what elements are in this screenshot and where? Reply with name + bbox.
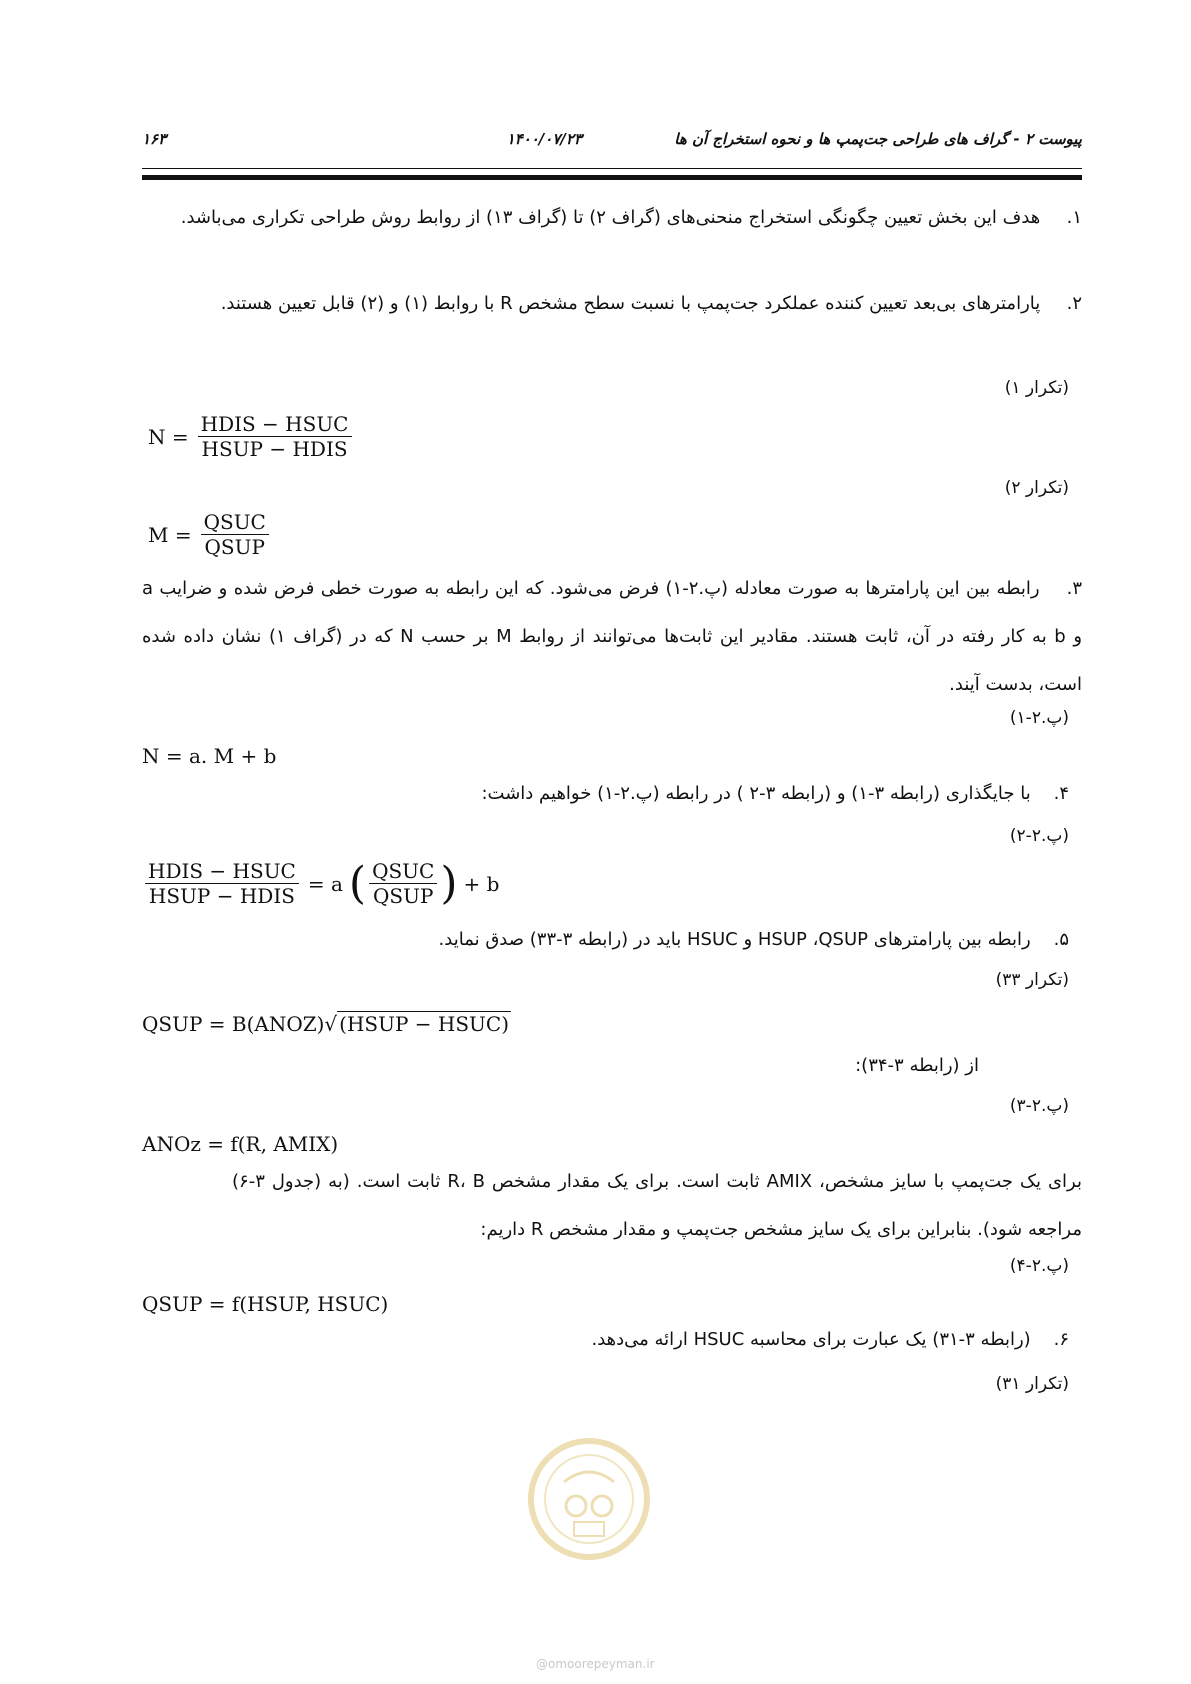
eq1-numerator: HDIS − HSUC <box>200 412 349 436</box>
eq2-fraction <box>200 510 270 559</box>
equation-qsup-function: QSUP = f(HSUP, HSUC) <box>142 1292 389 1316</box>
eq2-denominator: QSUP <box>201 534 269 559</box>
eq4-open-paren: ( <box>348 858 367 909</box>
eq-tag-31: (تکرار ۳۱) <box>995 1374 1069 1394</box>
item-5-number: ۵. <box>1053 929 1069 950</box>
paragraph-amix <box>232 1158 1082 1254</box>
eq5-lhs: QSUP = B(ANOZ) <box>142 1012 325 1036</box>
equation-n-definition <box>142 412 354 461</box>
watermark-seal-icon <box>528 1438 650 1560</box>
equation-linear-relation: N = a. M + b <box>142 744 277 768</box>
header-date: ۱۴۰۰/۰۷/۲۳ <box>506 130 582 148</box>
item-1-text: هدف این بخش تعیین چگونگی استخراج منحنی‌های (گراف ۲) تا (گراف ۱۳) از روابط روش طراحی تکراری می‌باشد. <box>180 207 1041 228</box>
equation-substituted <box>142 858 505 909</box>
item-3 <box>142 565 1082 709</box>
eq-tag-33: (تکرار ۳۳) <box>995 970 1069 990</box>
item-2 <box>142 280 1082 328</box>
eq-tag-p2-4: (پ.۲-۴) <box>1009 1256 1069 1276</box>
equation-m-definition <box>142 510 272 559</box>
item-5-text: رابطه بین پارامترهای HSUP ،QSUP و HSUC باید در (رابطه ۳-۳۳) صدق نماید. <box>438 929 1031 950</box>
eq1-lhs: N = <box>148 424 189 449</box>
item-6-number: ۶. <box>1053 1329 1069 1350</box>
item-1 <box>142 194 1082 242</box>
item-5 <box>439 926 1069 954</box>
eq-tag-p2-1: (پ.۲-۱) <box>1009 708 1069 728</box>
eq5-radicand: (HSUP − HSUC) <box>339 1012 510 1036</box>
item-4-text: با جایگذاری (رابطه ۳-۱) و (رابطه ۳-۲ ) در رابطه (پ.۲-۱) خواهیم داشت: <box>481 783 1031 804</box>
header-rule-thick <box>142 175 1082 180</box>
item-3-number: ۳. <box>1066 578 1082 599</box>
item-4-number: ۴. <box>1053 783 1069 804</box>
header-rule-thin <box>142 168 1082 169</box>
eq1-denominator: HSUP − HDIS <box>198 436 352 461</box>
header-title: پیوست ۲ - گراف های طراحی جت‌پمپ ها و نحوه استخراج آن ها <box>674 130 1082 148</box>
item-4 <box>481 780 1069 808</box>
eq4-inner-denominator: QSUP <box>369 883 437 908</box>
from-relation-34: از (رابطه ۳-۳۴): <box>855 1055 979 1076</box>
item-2-number: ۲. <box>1066 293 1082 314</box>
item-3-text: رابطه بین این پارامترها به صورت معادله (پ.۲-۱) فرض می‌شود. که این رابطه به صورت خطی فرض شده و ضرایب a و b به کار رفته در آن، ثابت هستند. مقادیر این ثابت‌ها می‌توانند از روابط M بر حسب N که در (گراف ۱) نشان داده شده است، بدست آیند. <box>142 578 1083 695</box>
page-number: ۱۶۳ <box>142 130 167 148</box>
equation-qsup <box>142 1012 511 1036</box>
eq-tag-1: (تکرار ۱) <box>1004 378 1069 398</box>
eq4-denominator: HSUP − HDIS <box>145 883 299 908</box>
equation-anoz: ANOz = f(R, AMIX) <box>142 1132 339 1156</box>
eq4-numerator: HDIS − HSUC <box>148 859 296 883</box>
watermark-site: @omoorepeyman.ir <box>536 1657 655 1671</box>
eq4-inner-numerator: QSUC <box>372 859 435 883</box>
eq1-fraction <box>197 412 353 461</box>
paragraph-amix-text: برای یک جت‌پمپ با سایز مشخص، AMIX ثابت است. برای یک مقدار مشخص R، B ثابت است. (به (جدول ۳-۶) مراجعه شود). بنابراین برای یک سایز مشخص جت‌پمپ و مقدار مشخص R داریم: <box>232 1171 1083 1240</box>
item-2-text: پارامترهای بی‌بعد تعیین کننده عملکرد جت‌پمپ با نسبت سطح مشخص R با روابط (۱) و (۲) قابل تعیین هستند. <box>220 293 1041 314</box>
eq4-close-paren: ) <box>440 858 458 909</box>
item-1-number: ۱. <box>1066 207 1082 228</box>
item-6-text: (رابطه ۳-۳۱) یک عبارت برای محاسبه HSUC ارائه می‌دهد. <box>591 1329 1031 1350</box>
watermark-seal-graphic <box>534 1444 644 1554</box>
running-header <box>142 130 1082 154</box>
eq2-lhs: M = <box>148 522 192 547</box>
eq4-fraction <box>144 859 300 908</box>
eq4-mid: = a <box>307 871 343 896</box>
eq2-numerator: QSUC <box>203 510 266 534</box>
eq-tag-p2-2: (پ.۲-۲) <box>1009 826 1069 846</box>
eq4-inner-fraction <box>368 859 438 908</box>
eq-tag-2: (تکرار ۲) <box>1004 478 1069 498</box>
item-6 <box>591 1326 1069 1354</box>
eq5-sqrt: √ (HSUP − HSUC) <box>324 1012 510 1036</box>
eq-tag-p2-3: (پ.۲-۳) <box>1009 1096 1069 1116</box>
eq4-tail: + b <box>463 871 500 896</box>
